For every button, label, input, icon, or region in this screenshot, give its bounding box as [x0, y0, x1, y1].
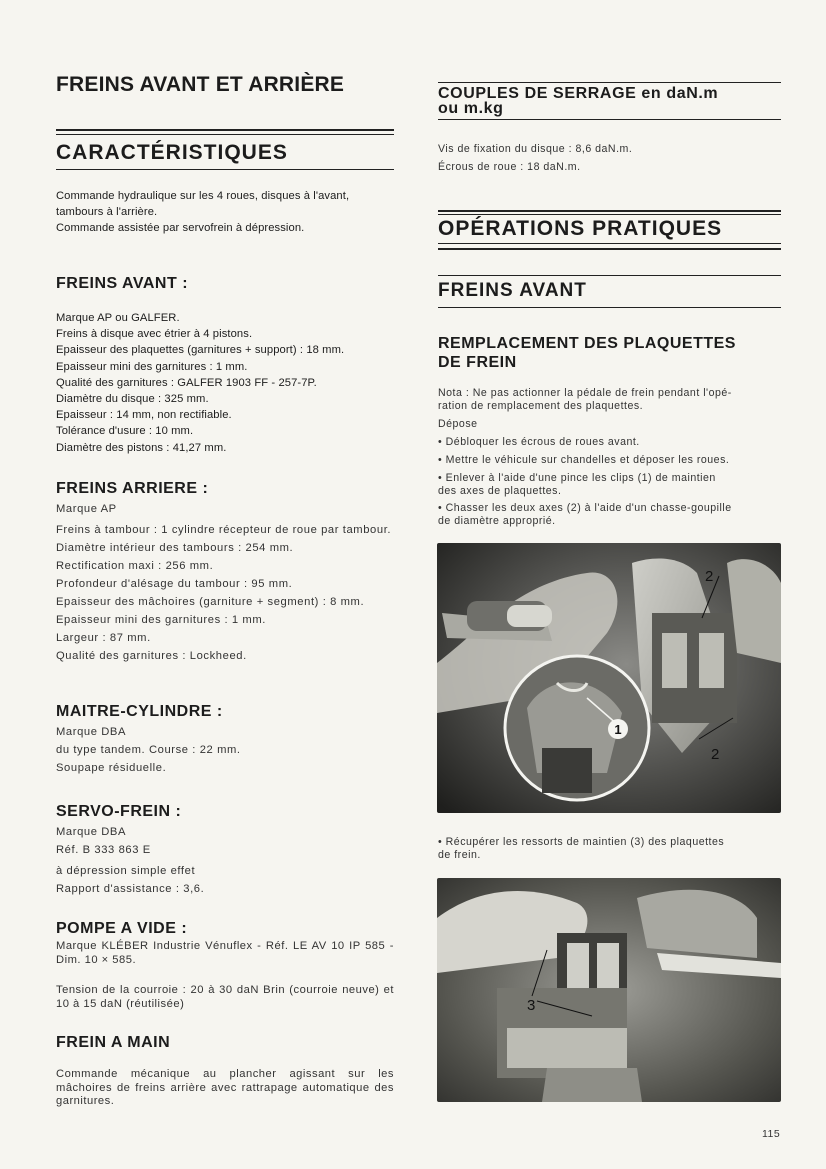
- step-2: • Mettre le véhicule sur chandelles et déposer les roues.: [438, 454, 781, 467]
- servo-frein-text: [56, 823, 394, 898]
- text-line: tambours à l'arrière.: [56, 206, 158, 219]
- operations-rule-top: [438, 210, 781, 212]
- page-number: 115: [762, 1128, 781, 1140]
- callout-label-3: 3: [527, 997, 536, 1014]
- text-line: Commande assistée par servofrein à dépression.: [56, 222, 305, 235]
- text-line: Qualité des garnitures : GALFER 1903 FF - 257-7P.: [56, 376, 317, 389]
- text-line: Epaisseur mini des garnitures : 1 mm.: [56, 614, 266, 626]
- text-line: Soupape résiduelle.: [56, 762, 167, 774]
- step-3: [438, 472, 781, 498]
- text-line: Epaisseur des plaquettes (garnitures + support) : 18 mm.: [56, 344, 345, 357]
- maitre-cylindre-text: [56, 723, 394, 777]
- callout-label-2-bottom: 2: [711, 746, 720, 763]
- depose-label: Dépose: [438, 418, 478, 430]
- text-line: Largeur : 87 mm.: [56, 632, 151, 644]
- freins-arriere-heading: FREINS ARRIERE :: [56, 480, 209, 497]
- couples-heading: [438, 86, 781, 116]
- text-line: Tolérance d'usure : 10 mm.: [56, 425, 194, 438]
- freins-arriere-text: [56, 500, 394, 665]
- photo-pad-springs: [437, 878, 781, 1102]
- text-line: Profondeur d'alésage du tambour : 95 mm.: [56, 578, 293, 590]
- text-line: à dépression simple effet: [56, 865, 196, 877]
- pompe-a-vide-heading: POMPE A VIDE :: [56, 920, 188, 937]
- double-rule-top: [56, 129, 394, 131]
- text-line: Marque AP: [56, 503, 117, 515]
- heading-line: REMPLACEMENT DES PLAQUETTES: [438, 335, 736, 352]
- caracteristiques-heading: CARACTÉRISTIQUES: [56, 141, 288, 164]
- text-line: Qualité des garnitures : Lockheed.: [56, 650, 247, 662]
- text-line: Epaisseur : 14 mm, non rectifiable.: [56, 409, 232, 422]
- text-line: Vis de fixation du disque : 8,6 daN.m.: [438, 143, 633, 155]
- text-line: Marque AP ou GALFER.: [56, 312, 180, 324]
- double-rule-bottom: [56, 134, 394, 135]
- text-line: Écrous de roue : 18 daN.m.: [438, 161, 581, 173]
- text-line: Réf. B 333 863 E: [56, 844, 151, 856]
- text-line: Rapport d'assistance : 3,6.: [56, 883, 205, 895]
- couples-text: [438, 140, 781, 176]
- freins-avant-right-heading: FREINS AVANT: [438, 280, 587, 301]
- callout-label-1: 1: [614, 722, 622, 737]
- maitre-cylindre-heading: MAITRE-CYLINDRE :: [56, 703, 223, 720]
- step-4: [438, 502, 781, 528]
- frein-a-main-text: Commande mécanique au plancher agissant sur les mâchoires de freins arrière avec rattrapage automatique des garnitures.: [56, 1068, 394, 1107]
- text-line: Marque DBA: [56, 826, 127, 838]
- nota: [438, 387, 781, 413]
- text-line: ration de remplacement des plaquettes.: [438, 400, 644, 412]
- photo-pad-springs-drawing: [437, 878, 781, 1102]
- step-1: • Débloquer les écrous de roues avant.: [438, 436, 781, 449]
- remplacement-heading: [438, 334, 781, 372]
- operations-rule-bottom: [438, 243, 781, 244]
- text-line: Commande hydraulique sur les 4 roues, disques à l'avant,: [56, 190, 350, 202]
- text-line: • Chasser les deux axes (2) à l'aide d'un chasse-goupille: [438, 502, 781, 515]
- couples-rule-bottom: [438, 119, 781, 120]
- servo-frein-heading: SERVO-FREIN :: [56, 803, 182, 820]
- frein-a-main-heading: FREIN A MAIN: [56, 1034, 171, 1051]
- couples-rule-top: [438, 82, 781, 83]
- photo-caliper-clips-drawing: [437, 543, 781, 813]
- heading-line: COUPLES DE SERRAGE en daN.m: [438, 85, 719, 102]
- caracteristiques-rule: [56, 169, 394, 170]
- freins-avant-rule-top: [438, 275, 781, 276]
- text-line: de diamètre approprié.: [438, 515, 556, 527]
- text-line: Marque DBA: [56, 726, 127, 738]
- text-line: Epaisseur mini des garnitures : 1 mm.: [56, 360, 248, 373]
- text-line: Freins à tambour : 1 cylindre récepteur de roue par tambour.: [56, 524, 392, 536]
- page-title: FREINS AVANT ET ARRIÈRE: [56, 73, 345, 96]
- freins-avant-heading: FREINS AVANT :: [56, 275, 189, 292]
- caracteristiques-text: [56, 188, 394, 237]
- text-line: Epaisseur des mâchoires (garniture + segment) : 8 mm.: [56, 596, 365, 608]
- text-line: Diamètre des pistons : 41,27 mm.: [56, 441, 227, 454]
- heading-line: ou m.kg: [438, 100, 504, 117]
- pompe-a-vide-tension: Tension de la courroie : 20 à 30 daN Brin (courroie neuve) et 10 à 15 daN (réutilisée): [56, 984, 394, 1010]
- freins-avant-text: [56, 310, 394, 456]
- operations-rule-top2: [438, 214, 781, 215]
- operations-rule-bottom2: [438, 248, 781, 250]
- text-line: Rectification maxi : 256 mm.: [56, 560, 214, 572]
- text-line: du type tandem. Course : 22 mm.: [56, 744, 241, 756]
- text-line: Nota : Ne pas actionner la pédale de frein pendant l'opé-: [438, 387, 732, 399]
- text-line: Diamètre du disque : 325 mm.: [56, 393, 209, 406]
- freins-avant-rule-bottom: [438, 307, 781, 308]
- operations-heading: OPÉRATIONS PRATIQUES: [438, 217, 723, 240]
- text-line: • Récupérer les ressorts de maintien (3) des plaquettes: [438, 836, 781, 849]
- step-5: [438, 836, 781, 862]
- text-line: de frein.: [438, 849, 481, 861]
- text-line: des axes de plaquettes.: [438, 485, 562, 497]
- text-line: Diamètre intérieur des tambours : 254 mm.: [56, 542, 294, 554]
- text-line: • Enlever à l'aide d'une pince les clips (1) de maintien: [438, 472, 781, 485]
- photo-caliper-clips: [437, 543, 781, 813]
- callout-label-2-top: 2: [705, 568, 714, 585]
- text-line: Freins à disque avec étrier à 4 pistons.: [56, 328, 253, 341]
- pompe-a-vide-marque: Marque KLÉBER Industrie Vénuflex - Réf. LE AV 10 IP 585 - Dim. 10 × 585.: [56, 940, 394, 966]
- heading-line: DE FREIN: [438, 354, 517, 371]
